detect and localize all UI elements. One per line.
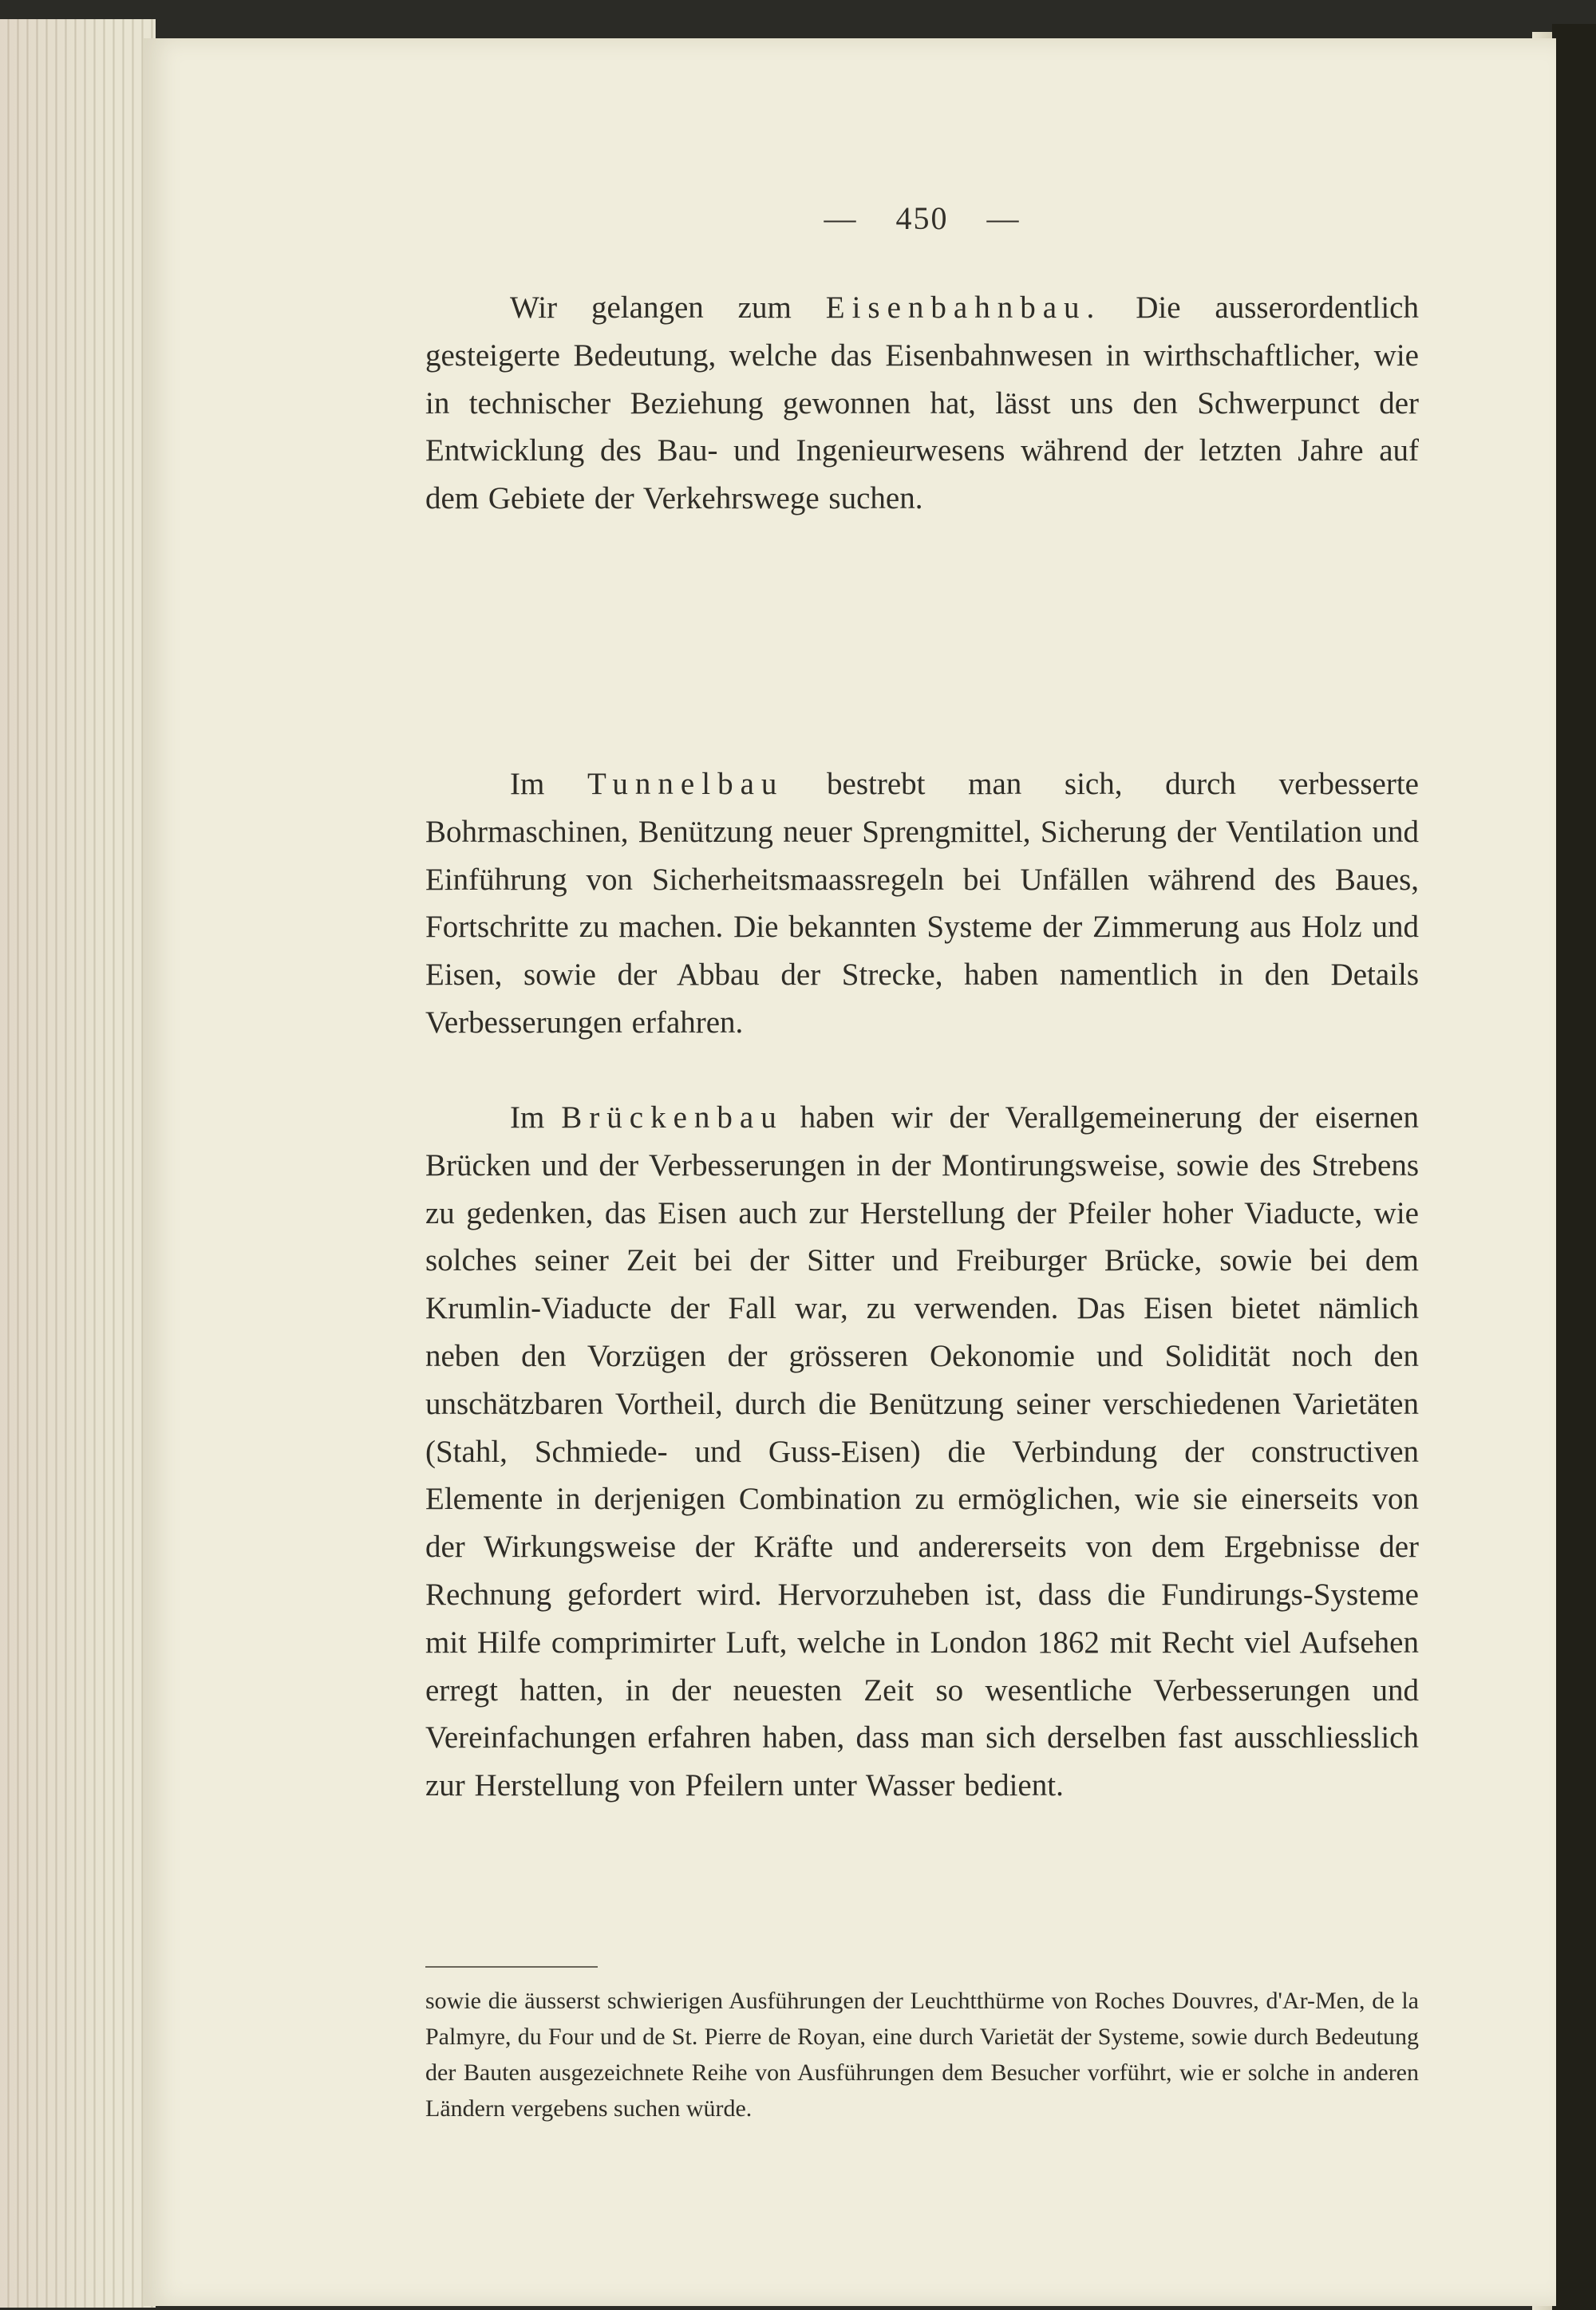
page-number-dash-left: — xyxy=(824,200,858,236)
page-edges-stack xyxy=(0,19,156,2308)
paragraph-body: bestrebt man sich, durch verbesserte Bohrmaschinen, Benützung neuer Sprengmittel, Sicherung der Ventilation und Einführung von Sicherheitsmaassregeln bei Unfällen während des Baues, Fortschritte zu machen. Die bekannten Systeme der Zimmerung aus Holz und Eisen, sowie der Abbau der Strecke, haben namentlich in den Details Verbesserungen erfahren. xyxy=(425,767,1419,1040)
page-number-header xyxy=(425,199,1419,237)
paragraph-emphasis: Tunnelbau xyxy=(587,767,784,801)
paragraph-lead: Im xyxy=(510,767,587,801)
book-page xyxy=(144,38,1556,2306)
footnote-divider xyxy=(425,1966,598,1968)
paragraph-lead: Im xyxy=(510,1100,562,1135)
page-number: 450 xyxy=(895,200,949,236)
book-cover-board xyxy=(1552,24,1596,2310)
paragraph-emphasis: Eisenbahnbau. xyxy=(825,290,1102,325)
paragraph-body: haben wir der Verallgemeinerung der eisernen Brücken und der Verbesserungen in der Montirungsweise, sowie des Strebens zu gedenken, das Eisen auch zur Herstellung der Pfeiler hoher Viaducte, wie solches seiner Zeit bei der Sitter und Freiburger Brücke, sowie bei dem Krumlin-Viaducte der Fall war, zu verwenden. Das Eisen bietet nämlich neben den Vorzügen der grösseren Oekonomie und Solidität noch den unschätzbaren Vortheil, durch die Benützung seiner verschiedenen Varietäten (Stahl, Schmiede- und Guss-Eisen) die Verbindung der constructiven Elemente in derjenigen Combination zu ermöglichen, wie sie einerseits von der Wirkungsweise der Kräfte und andererseits von dem Ergebnisse der Rechnung gefordert wird. Hervorzuheben ist, dass die Fundirungs-Systeme mit Hilfe comprimirter Luft, welche in London 1862 mit Recht viel Aufsehen erregt hatten, in der neuesten Zeit so wesentliche Verbesserungen und Vereinfachungen erfahren haben, dass man sich derselben fast ausschliesslich zur Herstellung von Pfeilern unter Wasser bedient. xyxy=(425,1100,1419,1803)
paragraph-eisenbahnbau xyxy=(425,284,1419,523)
paragraph-tunnelbau xyxy=(425,760,1419,1047)
paragraph-lead: Wir gelangen zum xyxy=(510,290,826,325)
paragraph-body: Die ausserordentlich gesteigerte Bedeutung, welche das Eisenbahnwesen in wirthschaftlicher, wie in technischer Beziehung gewonnen hat, lässt uns den Schwerpunct der Entwicklung des Bau- und Ingenieurwesens während der letzten Jahre auf dem Gebiete der Verkehrswege suchen. xyxy=(425,290,1419,516)
page-number-dash-right: — xyxy=(986,200,1021,236)
paragraph-brueckenbau xyxy=(425,1094,1419,1810)
footnote: sowie die äusserst schwierigen Ausführungen der Leuchtthürme von Roches Douvres, d'Ar-Men, de la Palmyre, du Four und de St. Pierre de Royan, eine durch Varietät der Systeme, sowie durch Bedeutung der Bauten ausgezeichnete Reihe von Ausführungen dem Besucher vorführt, wie er solche in anderen Ländern vergebens suchen würde. xyxy=(425,1988,1419,2122)
paragraph-emphasis: Brückenbau xyxy=(561,1100,784,1135)
